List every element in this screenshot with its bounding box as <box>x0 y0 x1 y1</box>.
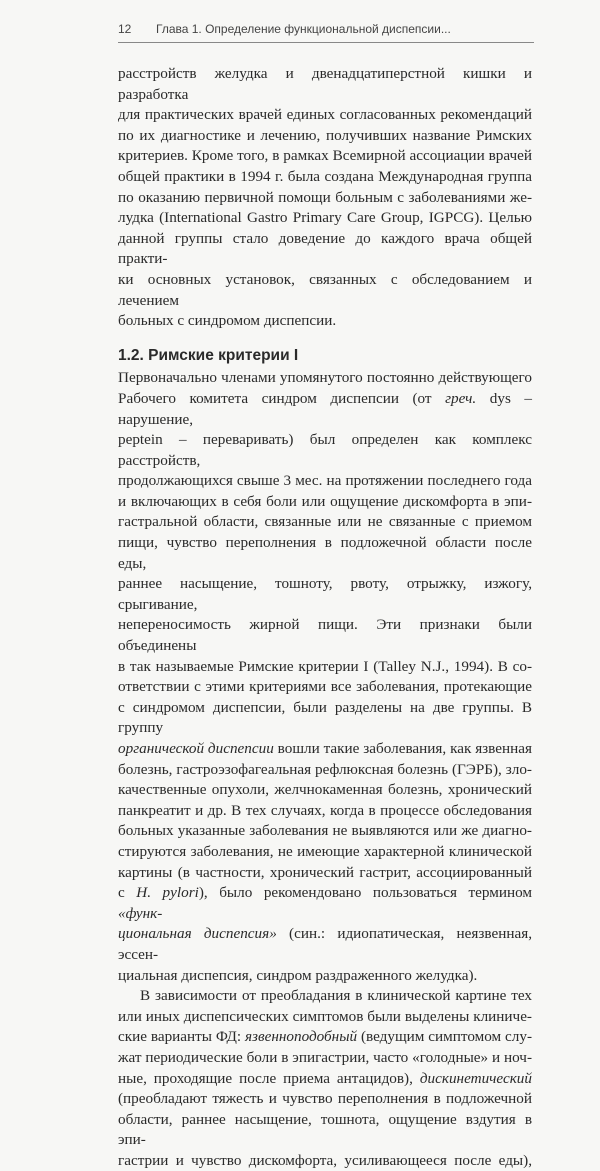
text-line: ские варианты ФД: язвенноподобный (ведущим симптомом слу- <box>118 1028 533 1046</box>
text-line: peptein – переваривать) был определен как комплекс расстройств, <box>118 431 532 469</box>
text-line: по оказанию первичной помощи больным с заболеваниями же- <box>118 188 532 206</box>
text-line: картины (в частности, хронический гастрит, ассоциированный <box>118 863 532 881</box>
italic-term: «функ- <box>118 904 163 922</box>
text-line: (преобладают тяжесть и чувство переполнения в подложечной <box>118 1090 532 1108</box>
italic-term: циональная диспепсия» <box>118 925 277 943</box>
text-line: ные, проходящие после приема антацидов), дискинетический <box>118 1069 532 1087</box>
text-line: критериев. Кроме того, в рамках Всемирной ассоциации врачей <box>118 147 532 165</box>
text-line: области, раннее насыщение, тошнота, ощущение вздутия в эпи- <box>118 1110 532 1149</box>
text-line: циальная диспепсия, синдром раздраженного желудка). <box>118 966 478 984</box>
italic-term: язвенноподобный <box>245 1028 358 1046</box>
italic-term: греч. <box>445 389 477 407</box>
text-line: лудка (International Gastro Primary Care Group, IGPCG). Целью <box>118 209 532 227</box>
text-line: больных с синдромом диспепсии. <box>118 312 337 330</box>
text-line: органической диспепсии вошли такие заболевания, как язвенная <box>118 740 532 757</box>
text-line: Рабочего комитета синдром диспепсии (от греч. dys – нарушение, <box>118 389 532 428</box>
paragraph-rome-criteria <box>118 368 532 986</box>
text-line: гастральной области, связанные или не связанные с приемом <box>118 513 532 531</box>
text-line: качественные опухоли, желчнокаменная болезнь, хронический <box>118 781 532 799</box>
text-line: с H. pylori), было рекомендовано пользоваться термином «функ- <box>118 884 532 922</box>
page-number: 12 <box>118 22 132 36</box>
italic-term: органической диспепсии <box>118 740 274 757</box>
page-body <box>118 64 532 1171</box>
text-line: В зависимости от преобладания в клинической картине тех <box>140 987 532 1005</box>
text-line: ки основных установок, связанных с обследованием и лечением <box>118 270 532 309</box>
text-line: больных указанные заболевания не выявляются или же диагно- <box>118 822 532 840</box>
text-line: и включающих в себя боли или ощущение дискомфорта в эпи- <box>118 492 532 510</box>
intro-paragraph <box>118 64 532 332</box>
text-line: в так называемые Римские критерии I (Talley N.J., 1994). В со- <box>118 657 532 675</box>
chapter-title: Глава 1. Определение функциональной диспепсии... <box>156 22 451 36</box>
text-line: данной группы стало доведение до каждого врача общей практи- <box>118 229 532 268</box>
text-line: продолжающихся свыше 3 мес. на протяжении последнего года <box>118 472 532 490</box>
running-header <box>118 22 534 36</box>
text-line: для практических врачей единых согласованных рекомендаций <box>118 106 532 124</box>
text-line: жат периодические боли в эпигастрии, часто «голодные» и ноч- <box>118 1048 532 1066</box>
text-line: с синдромом диспепсии, были разделены на две группы. В группу <box>118 698 532 737</box>
text-line: по их диагностике и лечению, получивших название Римских <box>118 126 532 144</box>
text-line: расстройств желудка и двенадцатиперстной кишки и разработка <box>118 65 532 103</box>
text-line: общей практики в 1994 г. была создана Международная группа <box>118 167 532 185</box>
italic-term: дискинетический <box>419 1069 532 1087</box>
text-line: Первоначально членами упомянутого постоянно действующего <box>118 369 532 387</box>
text-line: пищи, чувство переполнения в подложечной области после еды, <box>118 534 532 572</box>
header-rule <box>118 42 534 43</box>
text-line: панкреатит и др. В тех случаях, когда в процессе обследования <box>118 801 532 819</box>
text-line: стируются заболевания, не имеющие характерной клинической <box>118 842 532 860</box>
text-line: болезнь, гастроэзофагеальная рефлюксная болезнь (ГЭРБ), зло- <box>118 760 532 778</box>
text-line: циональная диспепсия» (син.: идиопатическая, неязвенная, эссен- <box>118 925 532 963</box>
paragraph-fd-variants <box>118 986 532 1171</box>
text-line: раннее насыщение, тошноту, рвоту, отрыжку, изжогу, срыгивание, <box>118 575 532 613</box>
text-line: или иных диспепсических симптомов были выделены клиниче- <box>118 1007 532 1025</box>
text-line: непереносимость жирной пищи. Эти признаки были объединены <box>118 616 532 655</box>
text-line: гастрии и чувство дискомфорта, усиливающееся после еды), <box>118 1151 532 1169</box>
text-line: ответствии с этими критериями все заболевания, протекающие <box>118 678 532 696</box>
section-heading: 1.2. Римские критерии I <box>118 346 299 364</box>
italic-term: H. pylori <box>136 884 199 902</box>
